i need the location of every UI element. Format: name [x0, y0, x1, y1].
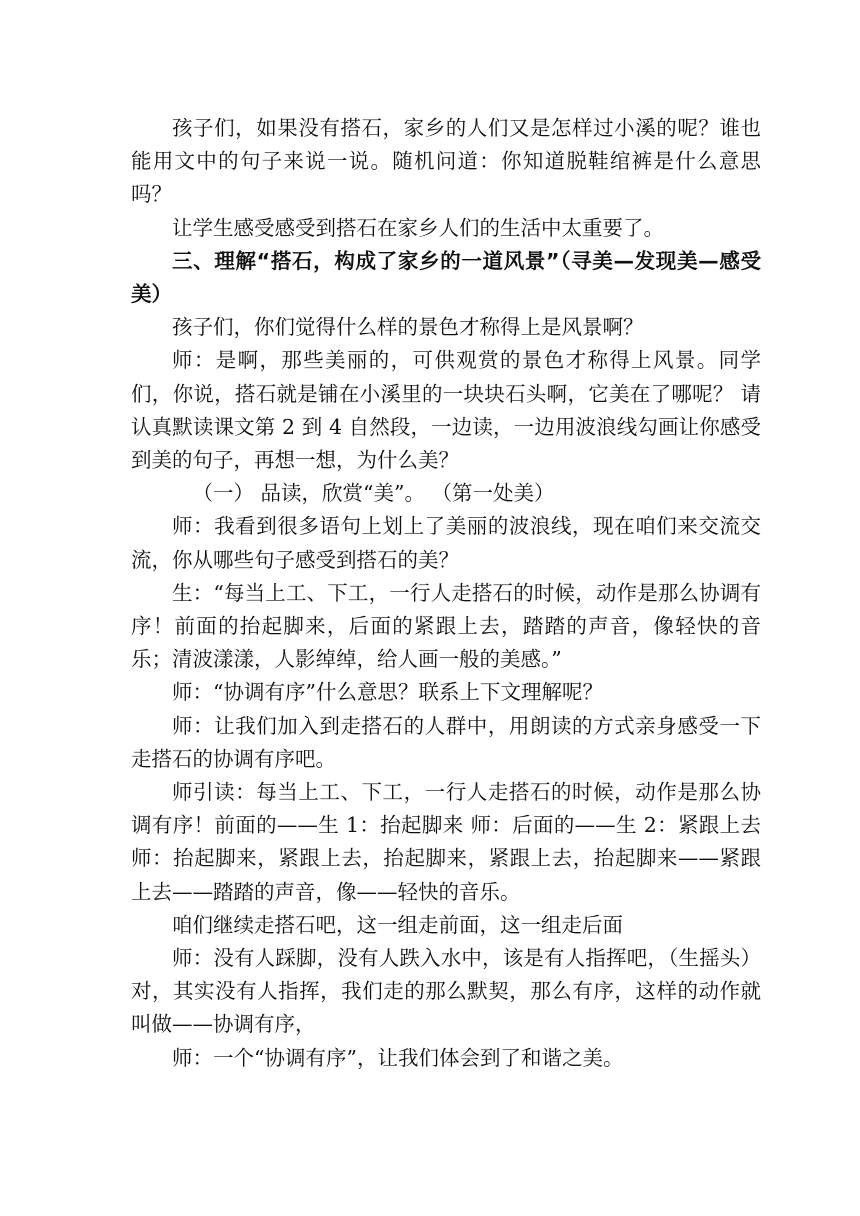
paragraph-continue-walking: 咱们继续走搭石吧，这一组走前面，这一组走后面 [172, 912, 623, 937]
section-heading-three: 三、理解“搭石，构成了家乡的一道风景”（寻美—发现美—感受美） [131, 248, 761, 307]
paragraph-teacher-instruction: 师：是啊，那些美丽的，可供观赏的景色才称得上风景。同学们，你说，搭石就是铺在小溪里的一块块石头啊，它美在了哪呢？ 请认真默读课文第 2 到 4 自然段，一边读，一边用波浪线勾画让你感受到美的句子，再想一想，为什么美？ [131, 348, 761, 473]
paragraph-scenery-question: 孩子们，你们觉得什么样的景色才称得上是风景啊？ [172, 315, 644, 340]
paragraph-guided-reading: 师引读：每当上工、下工，一行人走搭石的时候，动作是那么协调有序！前面的——生 1：抬起脚来 师：后面的——生 2：紧跟上去 师：抬起脚来，紧跟上去，抬起脚来，紧跟上去，抬起脚来——紧跟上去——踏踏的声音，像——轻快的音乐。 [131, 780, 761, 904]
paragraph-no-conductor: 师：没有人踩脚，没有人跌入水中，该是有人指挥吧，（生摇头）对，其实没有人指挥，我们走的那么默契，那么有序，这样的动作就叫做——协调有序， [131, 946, 761, 1037]
paragraph-teacher-exchange: 师：我看到很多语句上划上了美丽的波浪线，现在咱们来交流交流，你从哪些句子感受到搭石的美？ [131, 514, 761, 572]
document-body [131, 112, 761, 1075]
paragraph-meaning-question: 师：“协调有序”什么意思？联系上下文理解呢？ [172, 680, 603, 705]
paragraph-student-quote: 生：“每当上工、下工，一行人走搭石的时候，动作是那么协调有序！前面的抬起脚来，后面的紧跟上去，踏踏的声音，像轻快的音乐；清波漾漾，人影绰绰，给人画一般的美感。” [131, 580, 761, 672]
paragraph-reading-aloud: 师：让我们加入到走搭石的人群中，用朗读的方式亲身感受一下走搭石的协调有序吧。 [131, 713, 761, 771]
paragraph-importance: 让学生感受感受到搭石在家乡人们的生活中太重要了。 [172, 215, 664, 240]
paragraph-question-crossing: 孩子们，如果没有搭石，家乡的人们又是怎样过小溪的呢？谁也能用文中的句子来说一说。随机问道：你知道脱鞋绾裤是什么意思吗？ [131, 116, 761, 207]
subheading-first-beauty: （一） 品读，欣赏“美”。 （第一处美） [192, 481, 555, 506]
paragraph-harmony: 师：一个“协调有序”，让我们体会到了和谐之美。 [172, 1045, 624, 1070]
